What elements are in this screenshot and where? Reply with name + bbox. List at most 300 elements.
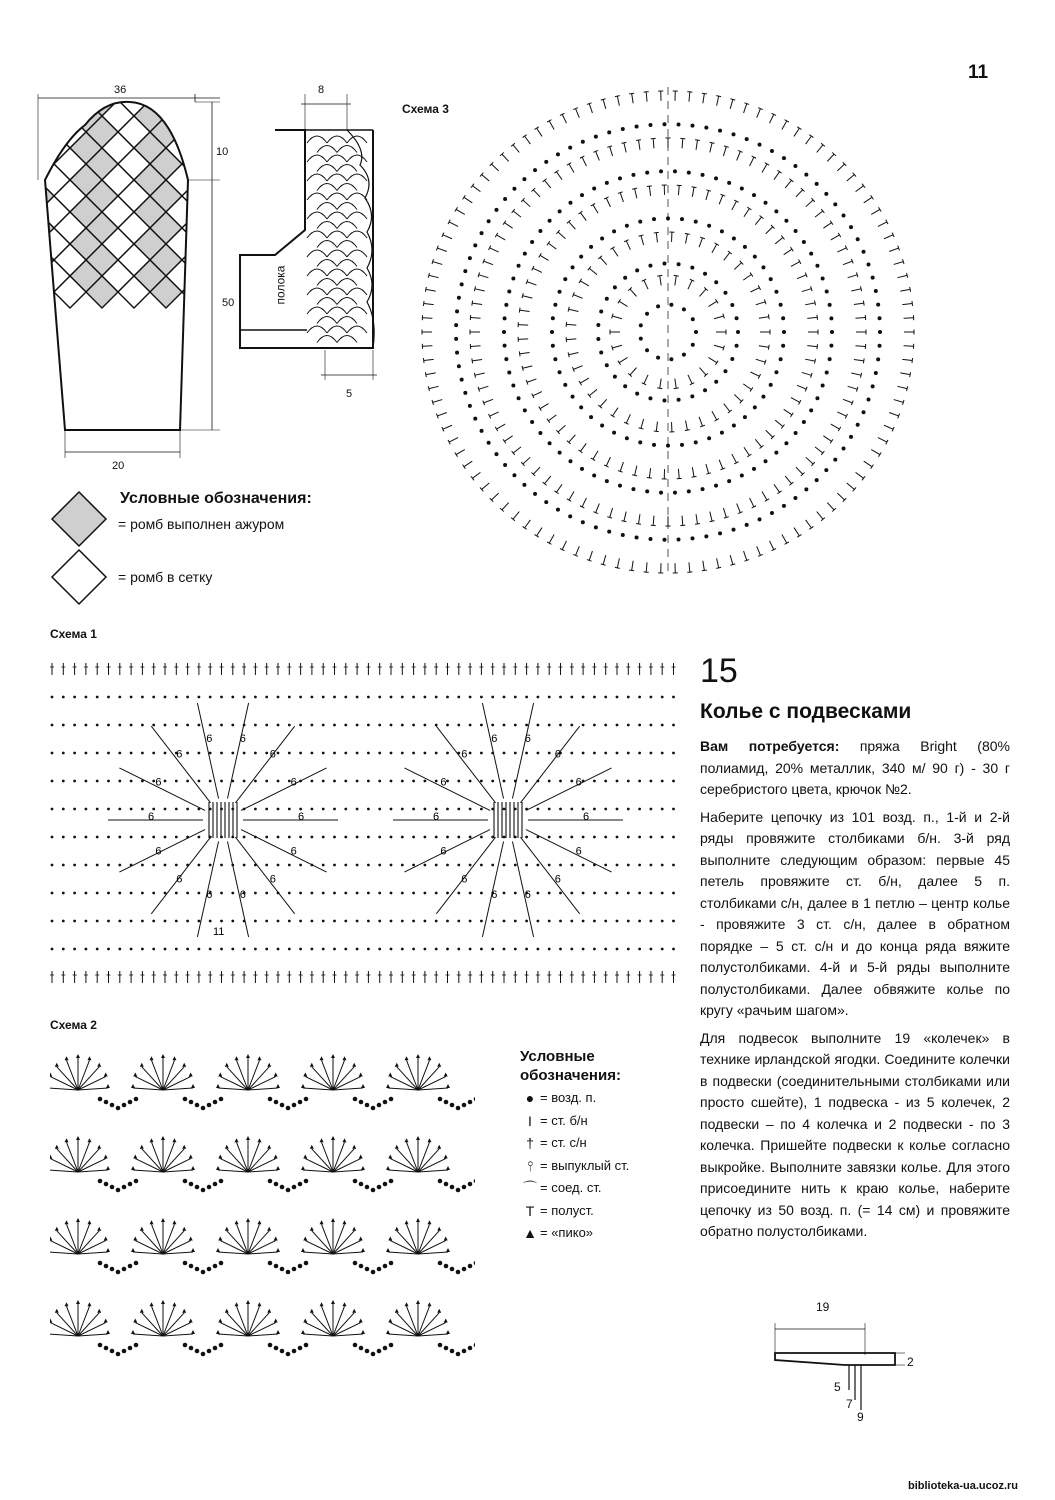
stitch-mark (620, 193, 623, 202)
chain-dot (152, 808, 155, 811)
stitch-cap (612, 314, 613, 319)
stitch-mark (520, 352, 530, 353)
picot-mark (301, 1330, 305, 1334)
chain-dot (390, 780, 393, 783)
stitch-mark (569, 492, 574, 500)
chain-dot (604, 724, 607, 727)
stitch-mark (562, 114, 566, 123)
picot-mark (172, 1220, 176, 1224)
chain-dot (616, 864, 619, 867)
stitch-mark (686, 234, 688, 244)
picot-mark (446, 1330, 450, 1334)
chain-dot (593, 892, 596, 895)
chain-dot (116, 1188, 121, 1193)
stitch-mark (756, 359, 766, 362)
stitch-mark (429, 386, 439, 388)
stitch-cap (715, 299, 718, 303)
picot-mark (320, 1138, 324, 1142)
stitch-cap (423, 358, 424, 363)
shell-stitch (418, 1231, 439, 1254)
stitch-mark (644, 375, 648, 384)
legend-2-row (520, 1200, 629, 1223)
shell-stitch (248, 1231, 269, 1254)
scallop-edge (347, 130, 374, 348)
chain-dot (311, 752, 314, 755)
chain-dot (551, 316, 555, 320)
chain-dot (175, 892, 178, 895)
stitch-mark (660, 276, 661, 286)
stitch-mark (855, 317, 865, 318)
chain-dot (189, 1100, 194, 1105)
picot-mark (65, 1220, 69, 1224)
stitch-mark (851, 289, 861, 291)
chain-dot (672, 724, 675, 727)
stitch-cap (791, 413, 794, 417)
chain-dot (164, 724, 167, 727)
picot-mark (55, 1063, 59, 1067)
stitch-cap (777, 170, 781, 173)
schema-1-diagram (48, 655, 683, 1000)
chain-dot (446, 836, 449, 839)
chain-dot (333, 948, 336, 951)
chain-dot (745, 523, 749, 527)
stitch-mark (610, 147, 613, 156)
sleeve-diamond (166, 80, 198, 100)
shell-stitch (163, 1067, 184, 1090)
chain-dot (164, 864, 167, 867)
chain-dot (383, 1264, 388, 1269)
fan-stitch (520, 837, 579, 914)
chain-dot (322, 752, 325, 755)
chain-dot (122, 1349, 127, 1354)
picot-mark (50, 1073, 52, 1077)
chain-dot (648, 396, 652, 400)
legend-2-text: = «пико» (540, 1225, 594, 1241)
chain-dot (604, 920, 607, 923)
picot-mark (50, 1319, 52, 1323)
chain-dot (435, 724, 438, 727)
chain-dot (231, 920, 234, 923)
shell-stitch (312, 1149, 333, 1172)
chain-dot (662, 538, 666, 542)
chain-dot (424, 948, 427, 951)
chain-dot (412, 920, 415, 923)
chain-dot (412, 864, 415, 867)
stitch-mark (815, 447, 823, 453)
chain-dot (740, 474, 744, 478)
chain-dot (344, 724, 347, 727)
chain-dot (833, 202, 837, 206)
stitch-mark (513, 211, 521, 217)
stitch-cap (472, 358, 473, 363)
chain-dot (522, 177, 526, 181)
chain-dot (107, 780, 110, 783)
chain-dot (638, 836, 641, 839)
chain-dot (648, 537, 652, 541)
chain-dot (491, 864, 494, 867)
chain-dot (446, 808, 449, 811)
picot-mark (395, 1063, 399, 1067)
legend-1-title: Условные обозначения: (120, 490, 312, 507)
chain-dot (304, 1097, 309, 1102)
chain-dot (468, 404, 472, 408)
chain-dot (537, 724, 540, 727)
chain-dot (556, 508, 560, 512)
chain-dot (613, 375, 617, 379)
picot-mark (246, 1218, 250, 1222)
scallop (347, 250, 367, 257)
picot-mark (150, 1056, 154, 1060)
chain-dot (690, 124, 694, 128)
stitch-mark (472, 303, 482, 304)
picot-mark (191, 1166, 195, 1170)
picot-mark (218, 1319, 222, 1323)
stitch-cap (622, 521, 627, 522)
stitch-mark (475, 289, 485, 291)
fan-stitch (197, 703, 218, 799)
chain-dot (96, 892, 99, 895)
chain-dot (732, 132, 736, 136)
chain-dot (559, 836, 562, 839)
chain-dot (474, 1343, 475, 1348)
stitch-mark (523, 457, 530, 464)
chain-dot (580, 467, 584, 471)
chain-dot (627, 724, 630, 727)
schema-2-diagram (50, 1040, 475, 1370)
chain-dot (714, 484, 718, 488)
chain-dot (73, 808, 76, 811)
chain-dot (503, 836, 506, 839)
picot-mark (352, 1227, 356, 1231)
chain-dot (277, 808, 280, 811)
chain-dot (298, 1100, 303, 1105)
chain-dot (627, 892, 630, 895)
scallop (327, 174, 347, 181)
stitch-mark (757, 546, 761, 555)
chain-dot (130, 892, 133, 895)
chain-dot (254, 752, 257, 755)
chain-dot (298, 1346, 303, 1351)
stitch-cap (554, 170, 558, 173)
stitch-mark (537, 528, 542, 536)
chain-dot (638, 780, 641, 783)
stitch-cap (750, 387, 753, 391)
chain-dot (661, 836, 664, 839)
stitch-mark (433, 262, 443, 265)
chain-dot (344, 696, 347, 699)
chain-dot (770, 149, 774, 153)
shell-stitch (333, 1231, 354, 1254)
chain-dot (544, 160, 548, 164)
chain-dot (265, 780, 268, 783)
stitch-mark (756, 302, 766, 305)
chain-dot (116, 1352, 121, 1357)
chain-dot (274, 1346, 279, 1351)
chain-dot (645, 171, 649, 175)
chain-dot (605, 363, 609, 367)
chain-dot (378, 696, 381, 699)
stitch-mark (689, 562, 690, 572)
chain-dot (874, 289, 878, 293)
stitch-cap (578, 450, 582, 453)
chain-dot (457, 364, 461, 368)
chain-dot (383, 1346, 388, 1351)
stitch-count-label: 6 (176, 748, 183, 761)
picot-mark (257, 1220, 261, 1224)
sleeve-diamond (54, 84, 86, 116)
chain-dot (288, 808, 291, 811)
picot-mark (97, 1145, 101, 1149)
stitch-mark (755, 439, 761, 447)
stitch-cap (636, 140, 641, 141)
page-number: 11 (968, 62, 989, 83)
stitch-mark (785, 180, 791, 188)
stitch-mark (744, 447, 749, 455)
chain-dot (672, 752, 675, 755)
chain-dot (118, 864, 121, 867)
chain-dot (141, 864, 144, 867)
chain-dot (530, 240, 534, 244)
stitch-mark (774, 484, 780, 492)
chain-dot (514, 892, 517, 895)
stitch-cap (657, 388, 662, 389)
chain-dot (104, 1100, 109, 1105)
chain-dot (604, 892, 607, 895)
stitch-count-label: 6 (524, 888, 531, 901)
stitch-cap (815, 359, 816, 364)
stitch-cap (610, 415, 614, 418)
scallop (307, 231, 327, 238)
chain-dot (353, 1343, 358, 1348)
chain-dot (107, 808, 110, 811)
chain-dot (491, 780, 494, 783)
chain-dot (110, 1185, 115, 1190)
shell-stitch (312, 1067, 333, 1090)
chain-dot (201, 1352, 206, 1357)
chain-dot (460, 282, 464, 286)
chain-dot (462, 1103, 467, 1108)
chain-dot (175, 696, 178, 699)
chain-dot (548, 808, 551, 811)
chain-dot (638, 440, 642, 444)
chain-dot (815, 264, 819, 268)
stitch-count-label: 6 (298, 811, 305, 823)
picot-mark (276, 1166, 280, 1170)
chain-dot (604, 780, 607, 783)
stitch-cap (716, 96, 721, 97)
chain-dot (661, 780, 664, 783)
stitch-mark (569, 353, 579, 355)
scallop (307, 250, 327, 257)
chain-dot (383, 1100, 388, 1105)
stitch-mark (769, 114, 773, 123)
scallop (337, 336, 357, 343)
chain-dot (638, 696, 641, 699)
chain-dot (220, 780, 223, 783)
chain-dot (438, 1343, 443, 1348)
chain-dot (356, 836, 359, 839)
stitch-mark (545, 180, 551, 188)
picot-mark (437, 1227, 441, 1231)
chain-dot (311, 808, 314, 811)
chain-dot (769, 277, 773, 281)
stitch-cap (912, 358, 913, 363)
shell-stitch (397, 1313, 418, 1336)
stitch-mark (897, 275, 907, 277)
stitch-cap (863, 358, 864, 363)
scallop (337, 260, 357, 267)
chain-dot (344, 892, 347, 895)
chain-dot (616, 724, 619, 727)
chain-dot (558, 209, 562, 213)
chain-dot (718, 129, 722, 133)
stitch-mark (703, 561, 704, 571)
chain-dot (457, 864, 460, 867)
chain-dot (152, 724, 155, 727)
stitch-mark (549, 121, 554, 130)
chain-dot (503, 780, 506, 783)
chain-dot (656, 356, 660, 360)
chain-dot (462, 1349, 467, 1354)
chain-dot (435, 948, 438, 951)
chain-dot (141, 724, 144, 727)
chain-dot (511, 384, 515, 388)
shell-stitch (57, 1067, 78, 1090)
stitch-count-label: 6 (554, 748, 561, 761)
stitch-cap (522, 293, 523, 298)
chain-dot (450, 1267, 455, 1272)
picot-mark (182, 1145, 186, 1149)
chain-dot (424, 892, 427, 895)
chain-dot (457, 780, 460, 783)
stitch-mark (802, 372, 812, 375)
chain-dot (265, 724, 268, 727)
stitch-mark (635, 466, 637, 476)
stitch-cap (523, 135, 527, 138)
chain-dot (659, 169, 663, 173)
chain-dot (141, 892, 144, 895)
chain-dot (98, 1097, 103, 1102)
chain-dot (582, 892, 585, 895)
stitch-mark (806, 200, 813, 207)
sleeve-diamond (198, 196, 230, 228)
picot-mark (76, 1136, 80, 1140)
chain-dot (209, 752, 212, 755)
chain-dot (356, 696, 359, 699)
stitch-count-label: 6 (491, 888, 498, 901)
chain-dot (625, 436, 629, 440)
stitch-mark (717, 558, 719, 568)
chain-dot (446, 724, 449, 727)
stitch-mark (782, 121, 787, 130)
chain-dot (231, 892, 234, 895)
chain-dot (322, 948, 325, 951)
chain-dot (468, 1346, 473, 1351)
chain-dot (383, 1182, 388, 1187)
chain-dot (311, 920, 314, 923)
chain-dot (559, 892, 562, 895)
chain-dot (473, 243, 477, 247)
picot-mark (361, 1084, 365, 1088)
stitch-mark (678, 185, 679, 195)
needs-paragraph (700, 736, 1010, 801)
stitch-mark (743, 274, 751, 280)
stitch-mark (624, 512, 626, 522)
picot-mark (416, 1054, 420, 1058)
chain-dot (661, 864, 664, 867)
stitch-mark (823, 223, 831, 229)
chain-dot (220, 864, 223, 867)
chain-dot (661, 752, 664, 755)
chain-dot (333, 864, 336, 867)
stitch-cap (830, 439, 833, 443)
chain-dot (525, 948, 528, 951)
sleeve-dim-length: 50 (222, 297, 235, 309)
stitch-cap (768, 314, 769, 319)
picot-mark (437, 1309, 441, 1313)
chain-dot (548, 948, 551, 951)
stitch-mark (708, 357, 716, 362)
picot-mark (386, 1330, 390, 1334)
chain-dot (243, 836, 246, 839)
picot-mark (361, 1330, 365, 1334)
chain-dot (469, 920, 472, 923)
chain-dot (559, 780, 562, 783)
chain-dot (635, 268, 639, 272)
stitch-mark (797, 385, 806, 389)
chain-dot (73, 948, 76, 951)
stitch-cap (903, 259, 904, 264)
chain-dot (130, 808, 133, 811)
chain-dot (680, 217, 684, 221)
chain-dot (635, 535, 639, 539)
stitch-mark (449, 222, 458, 226)
shell-stitch (333, 1149, 354, 1172)
chain-dot (288, 836, 291, 839)
picot-mark (182, 1309, 186, 1313)
chain-dot (682, 353, 686, 357)
chain-dot (456, 1188, 461, 1193)
chain-dot (802, 420, 806, 424)
stitch-mark (576, 109, 580, 118)
sleeve-diamond (198, 228, 230, 260)
chain-dot (130, 836, 133, 839)
stitch-cap (856, 272, 857, 277)
chain-dot (359, 1346, 364, 1351)
chain-dot (390, 864, 393, 867)
chain-dot (779, 303, 783, 307)
chain-dot (118, 892, 121, 895)
stitch-mark (805, 303, 815, 305)
stitch-mark (612, 345, 622, 348)
chain-dot (480, 892, 483, 895)
chain-dot (286, 1106, 291, 1111)
stitch-mark (708, 301, 716, 306)
picot-mark (274, 1319, 278, 1323)
chain-dot (618, 484, 622, 488)
chain-dot (627, 780, 630, 783)
chain-dot (209, 920, 212, 923)
chain-dot (727, 479, 731, 483)
chain-dot (51, 696, 54, 699)
chain-dot (265, 808, 268, 811)
chain-dot (480, 429, 484, 433)
chain-dot (390, 696, 393, 699)
picot-mark (140, 1227, 144, 1231)
raised-stitch-icon: ⫯ (526, 1157, 534, 1174)
stitch-mark (737, 504, 741, 513)
picot-mark (97, 1227, 101, 1231)
